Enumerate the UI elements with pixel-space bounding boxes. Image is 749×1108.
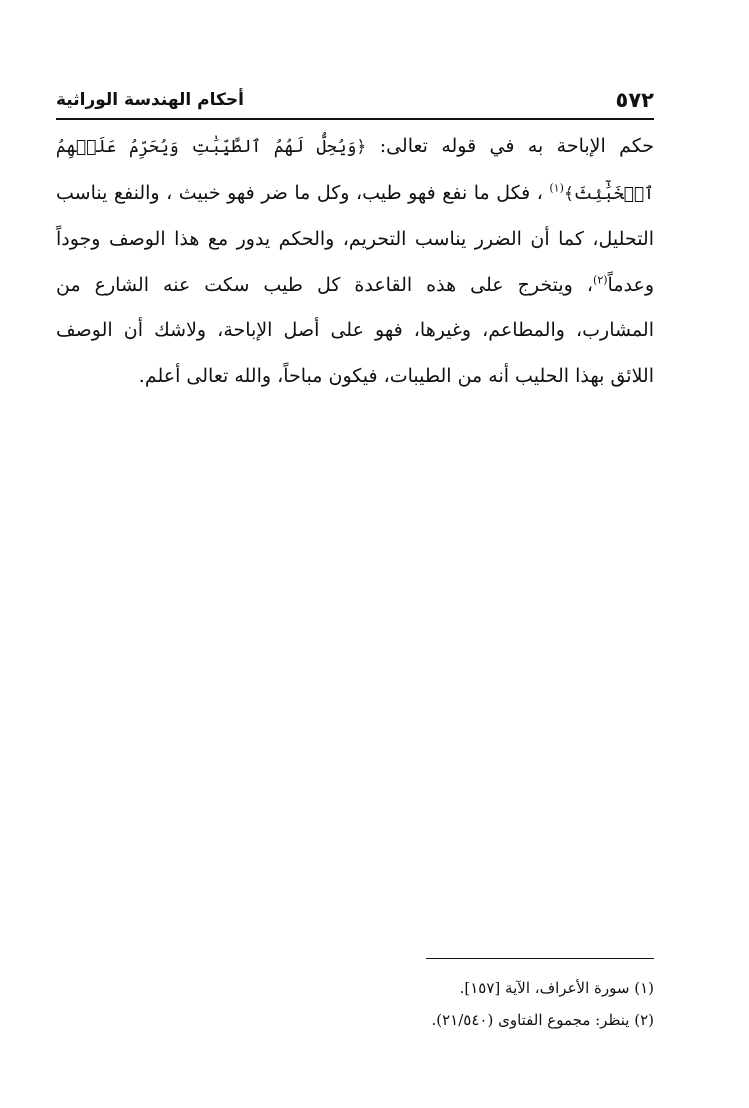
footnote-2: (٢) ينظر: مجموع الفتاوى (٢١/٥٤٠). <box>431 1011 654 1029</box>
page-header <box>56 80 654 114</box>
page-number: ٥٧٢ <box>615 88 654 112</box>
quran-verse: ﴿وَيُحِلُّ لَهُمُ ٱلطَّيِّبَٰتِ وَيُحَرِّمُ عَلَيۡهِمُ ٱلۡخَبَٰٓئِثَ﴾ <box>56 137 654 204</box>
header-rule <box>56 118 654 120</box>
footnotes <box>56 972 654 1036</box>
running-title: أحكام الهندسة الوراثية <box>56 90 244 110</box>
body-segment-3: ، ويتخرج على هذه القاعدة كل طيب سكت عنه الشارع من المشارب، والمطاعم، وغيرها، فهو على أصل الإباحة، ولاشك أن الوصف اللائق بهذا الحليب أنه من الطيبات، فيكون مباحاً، والله تعالى أعلم. <box>56 273 654 387</box>
body-segment-2: ، فكل ما نفع فهو طيب، وكل ما ضر فهو خبيث ، والنفع يناسب التحليل، كما أن الضرر يناسب التحريم، والحكم يدور مع هذا الوصف وجوداً وعدماً <box>56 181 654 296</box>
body-paragraph <box>56 124 654 399</box>
footnote-rule <box>426 958 654 959</box>
footnote-ref-1[interactable]: (١) <box>549 181 564 195</box>
footnote-ref-2[interactable]: (٢) <box>593 273 608 287</box>
body-segment-1: حكم الإباحة به في قوله تعالى: <box>366 135 654 157</box>
footnote-1: (١) سورة الأعراف، الآية [١٥٧]. <box>459 979 654 997</box>
body-text <box>56 124 654 399</box>
